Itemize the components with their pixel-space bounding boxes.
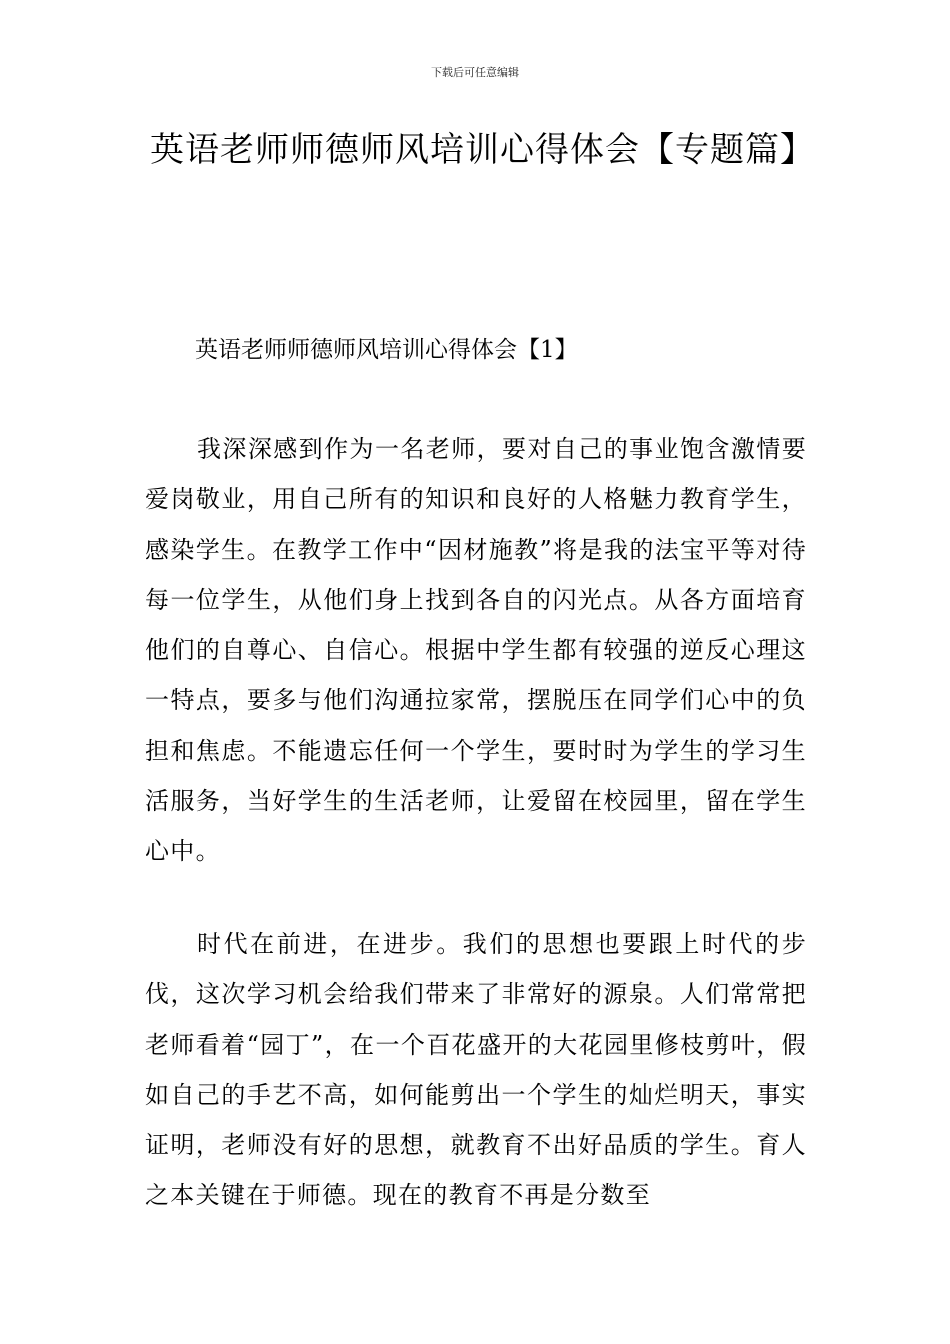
section-heading: 英语老师师德师风培训心得体会【1】: [195, 337, 578, 363]
body-paragraph-2: 时代在前进，在进步。我们的思想也要跟上时代的步伐，这次学习机会给我们带来了非常好的源泉。人们常常把老师看着“园丁”，在一个百花盛开的大花园里修枝剪叶，假如自己的手艺不高，如何能剪出一个学生的灿烂明天，事实证明，老师没有好的思想，就教育不出好品质的学生。育人之本关键在于师德。现在的教育不再是分数至: [145, 930, 807, 1210]
header-note: 下载后可任意编辑: [431, 66, 519, 79]
body-paragraph-1: 我深深感到作为一名老师，要对自己的事业饱含激情要爱岗敬业，用自己所有的知识和良好的人格魅力教育学生，感染学生。在教学工作中“因材施教”将是我的法宝平等对待每一位学生，从他们身上找到各自的闪光点。从各方面培育他们的自尊心、自信心。根据中学生都有较强的逆反心理这一特点，要多与他们沟通拉家常，摆脱压在同学们心中的负担和焦虑。不能遗忘任何一个学生，要时时为学生的学习生活服务，当好学生的生活老师，让爱留在校园里，留在学生心中。: [145, 435, 807, 866]
document-title: 英语老师师德师风培训心得体会【专题篇】: [150, 130, 815, 170]
